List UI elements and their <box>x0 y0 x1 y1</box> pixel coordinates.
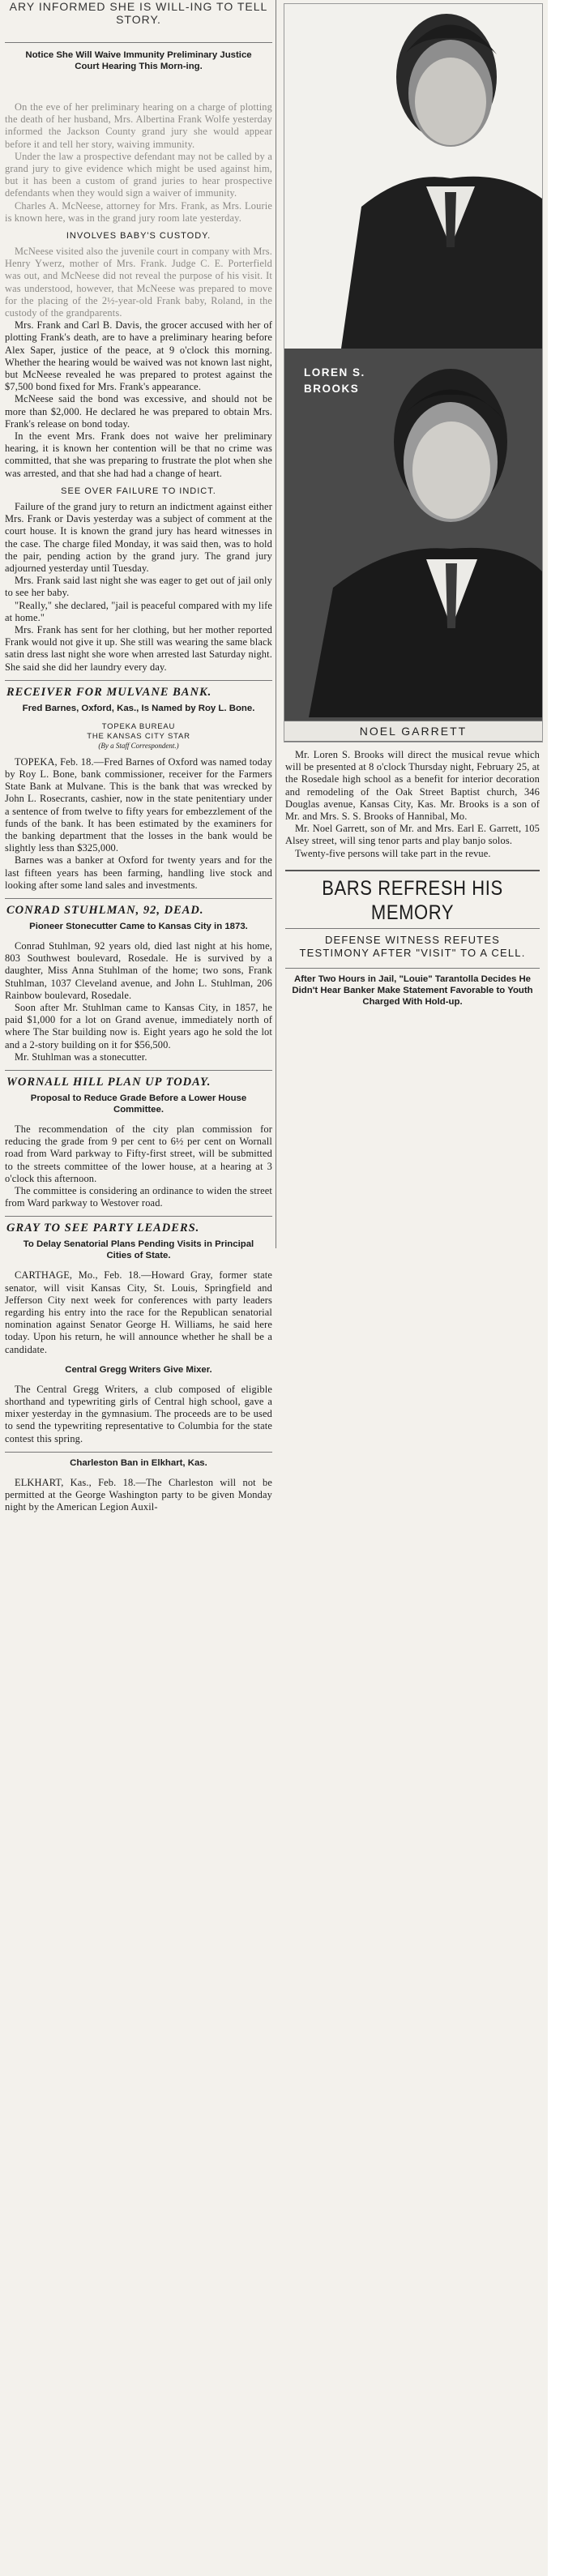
divider <box>285 968 540 969</box>
paragraph: Mrs. Frank and Carl B. Davis, the grocer accused with her of plotting Frank's death, are to have a preliminary hearing before Alex Saper, justice of the peace, at 9 o'clock this morning. Whether the hearing would be waived was not known last night, but McNeese revealed he was prepared to protest against the $7,500 bond fixed for Mrs. Frank's appearance. <box>5 319 272 393</box>
paragraph: Charles A. McNeese, attorney for Mrs. Frank, as Mrs. Lourie is known here, was in the grand jury room late yesterday. <box>5 199 272 224</box>
paragraph: Mr. Stuhlman was a stonecutter. <box>15 1051 147 1063</box>
article-headline-tail: ARY INFORMED SHE IS WILL-ING TO TELL STORY. <box>9 0 268 26</box>
article-heading: Charleston Ban in Elkhart, Kas. <box>70 1457 207 1468</box>
article-headline: BARS REFRESH HIS MEMORY <box>322 875 503 924</box>
article-heading: WORNALL HILL PLAN UP TODAY. <box>6 1076 212 1089</box>
subhead: INVOLVES BABY'S CUSTODY. <box>66 231 212 242</box>
divider <box>5 1070 272 1071</box>
article-heading: RECEIVER FOR MULVANE BANK. <box>6 685 212 699</box>
divider <box>5 1216 272 1217</box>
paragraph: Mr. Loren S. Brooks will direct the musical revue which will be presented at 8 o'clock Thursday night, February 25, at the Rosedale high school as a benefit for interior decoration and remodeling of the Oak Street Baptist church, 346 Douglas avenue, Kansas City, Kas. Mr. Brooks is a son of Mr. and Mrs. S. S. Brooks of Hannibal, Mo. <box>285 749 540 823</box>
paragraph: In the event Mrs. Frank does not waive her preliminary hearing, it is known her contention will be that no crime was committed, that she was preparing to frustrate the plot when she was arrested, and that she had had a change of heart. <box>5 430 272 479</box>
portrait-photos <box>284 3 543 742</box>
divider <box>285 870 540 871</box>
paragraph: Soon after Mr. Stuhlman came to Kansas City, in 1857, he paid $1,000 for a lot on Grand avenue, immediately north of where The Star building now is. Eight years ago he sold the lot and a 2-story building on it for $56,500. <box>5 1001 272 1051</box>
paragraph: McNeese visited also the juvenile court in company with Mrs. Henry Ywerz, mother of Mrs. Frank. Judge C. E. Porterfield was out, and McNeese did not reveal the purpose of his visit. It was understood, however, that McNeese was prepared to move for the placing of the 2½-year-old Frank baby, Roland, in the custody of the grandparents. <box>5 246 272 319</box>
article-heading: CONRAD STUHLMAN, 92, DEAD. <box>6 903 204 917</box>
byline: (By a Staff Correspondent.) <box>98 741 179 750</box>
article-dek: To Delay Senatorial Plans Pending Visits in Principal Cities of State. <box>23 1239 254 1261</box>
divider <box>5 1452 272 1453</box>
paragraph: Barnes was a banker at Oxford for twenty years and for the last fifteen years has been farming, handling live stock and looking after some land sales and investments. <box>5 854 272 891</box>
paragraph: Conrad Stuhlman, 92 years old, died last night at his home, 803 Southwest boulevard, Rosedale. He is survived by a daughter, Miss Anna Stuhlman of the home; two sons, Frank Stuhlman, 1037 Cleveland avenue, and John L. Stuhlman, 206 Rainbow boulevard, Rosedale. <box>5 939 272 1001</box>
article-deck: Notice She Will Waive Immunity Preliminary Justice Court Hearing This Morn-ing. <box>25 50 252 71</box>
divider <box>5 898 272 899</box>
left-column <box>5 0 272 2570</box>
paragraph: McNeese said the bond was excessive, and should not be more than $2,000. He declared he was prepared to obtain Mrs. Frank's release on bond today. <box>5 393 272 430</box>
article-dek: Proposal to Reduce Grade Before a Lower House Committee. <box>30 1093 247 1115</box>
photo-caption: LOREN S. BROOKS <box>304 366 365 395</box>
paragraph: Twenty-five persons will take part in the revue. <box>295 847 491 859</box>
divider <box>285 928 540 929</box>
bureau-line: THE KANSAS CITY STAR <box>87 731 190 741</box>
article-dek: Fred Barnes, Oxford, Kas., Is Named by Roy L. Bone. <box>22 703 255 713</box>
page-margin <box>548 0 564 2576</box>
paragraph: Mr. Noel Garrett, son of Mr. and Mrs. Earl E. Garrett, 105 Alsey street, will sing tenor parts and play banjo solos. <box>285 823 540 847</box>
paragraph: CARTHAGE, Mo., Feb. 18.—Howard Gray, former state senator, will visit Kansas City, St. Louis, Springfield and Jefferson City next week for conferences with party leaders regarding his entry into the race for the Republican senatorial nomination against Senator George H. Williams, he said here today. Upon his return, he will announce whether he shall be a candidate. <box>5 1269 272 1355</box>
paragraph: The Central Gregg Writers, a club composed of eligible shorthand and typewriting girls of Central high school, gave a mixer yesterday in the gymnasium. The proceeds are to be used to send the typewriting representative to Columbia for the state contest this spring. <box>5 1383 272 1444</box>
bureau-line: TOPEKA BUREAU <box>101 721 176 731</box>
article-subhead: DEFENSE WITNESS REFUTES TESTIMONY AFTER "VISIT" TO A CELL. <box>299 933 526 959</box>
article-heading: Central Gregg Writers Give Mixer. <box>65 1364 212 1375</box>
paragraph: On the eve of her preliminary hearing on a charge of plotting the death of her husband, Mrs. Albertina Frank Wolfe yesterday informed the Jackson County grand jury she would appear before it and tell her story, waiving immunity. <box>5 101 272 150</box>
divider <box>5 680 272 681</box>
paragraph: TOPEKA, Feb. 18.—Fred Barnes of Oxford was named today by Roy L. Bone, bank commissioner, receiver for the Farmers State Bank at Mulvane. This is the bank that was wrecked by John L. Rosecrants, cashier, now in the state penitentiary under a sentence of from twelve to fifty years for embezzlement of the funds of the bank. It has been estimated by the examiners for the banking department that the losses in the bank would be slightly less than $325,000. <box>5 755 272 854</box>
paragraph: Failure of the grand jury to return an indictment against either Mrs. Frank or Davis yesterday was a subject of comment at the court house. It is known the grand jury has heard witnesses in the case. The charge filed Monday, it was said then, was to hold the pair, pending action by the grand jury. The grand jury adjourned yesterday until Tuesday. <box>5 500 272 574</box>
paragraph: ELKHART, Kas., Feb. 18.—The Charleston will not be permitted at the George Washington party to be given Monday night by the American Legion Auxil- <box>5 1476 272 1513</box>
paragraph: "Really," she declared, "jail is peaceful compared with my life at home." <box>5 599 272 623</box>
paragraph: The committee is considering an ordinance to widen the street from Ward parkway to Westover road. <box>5 1185 272 1209</box>
subhead: SEE OVER FAILURE TO INDICT. <box>61 486 216 496</box>
paragraph: Mrs. Frank said last night she was eager to get out of jail only to see her baby. <box>5 575 272 599</box>
paragraph: Mrs. Frank has sent for her clothing, but her mother reported Frank would not give it up. She still was wearing the same black satin dress last night she wore when arrested last Saturday night. She said she did her laundry every day. <box>5 623 272 673</box>
article-heading: GRAY TO SEE PARTY LEADERS. <box>6 1222 200 1235</box>
paragraph: Under the law a prospective defendant may not be called by a grand jury to give evidence which might be used against him, but it has been a custom of grand juries to hear prospective defendants when they would sign a waiver of immunity. <box>5 150 272 199</box>
photo-caption: NOEL GARRETT <box>284 721 542 742</box>
article-dek: After Two Hours in Jail, "Louie" Tarantolla Decides He Didn't Hear Banker Make Statement Favorable to Youth Charged With Hold-up. <box>292 973 533 1007</box>
divider <box>5 42 272 43</box>
right-column <box>280 0 545 1248</box>
paragraph: The recommendation of the city plan commission for reducing the grade from 9 per cent to 6½ per cent on Wornall road from Ward parkway to Fifty-first street, will be submitted to the streets committee of the lower house, at a hearing at 3 o'clock this afternoon. <box>5 1123 272 1184</box>
article-dek: Pioneer Stonecutter Came to Kansas City in 1873. <box>29 921 248 931</box>
